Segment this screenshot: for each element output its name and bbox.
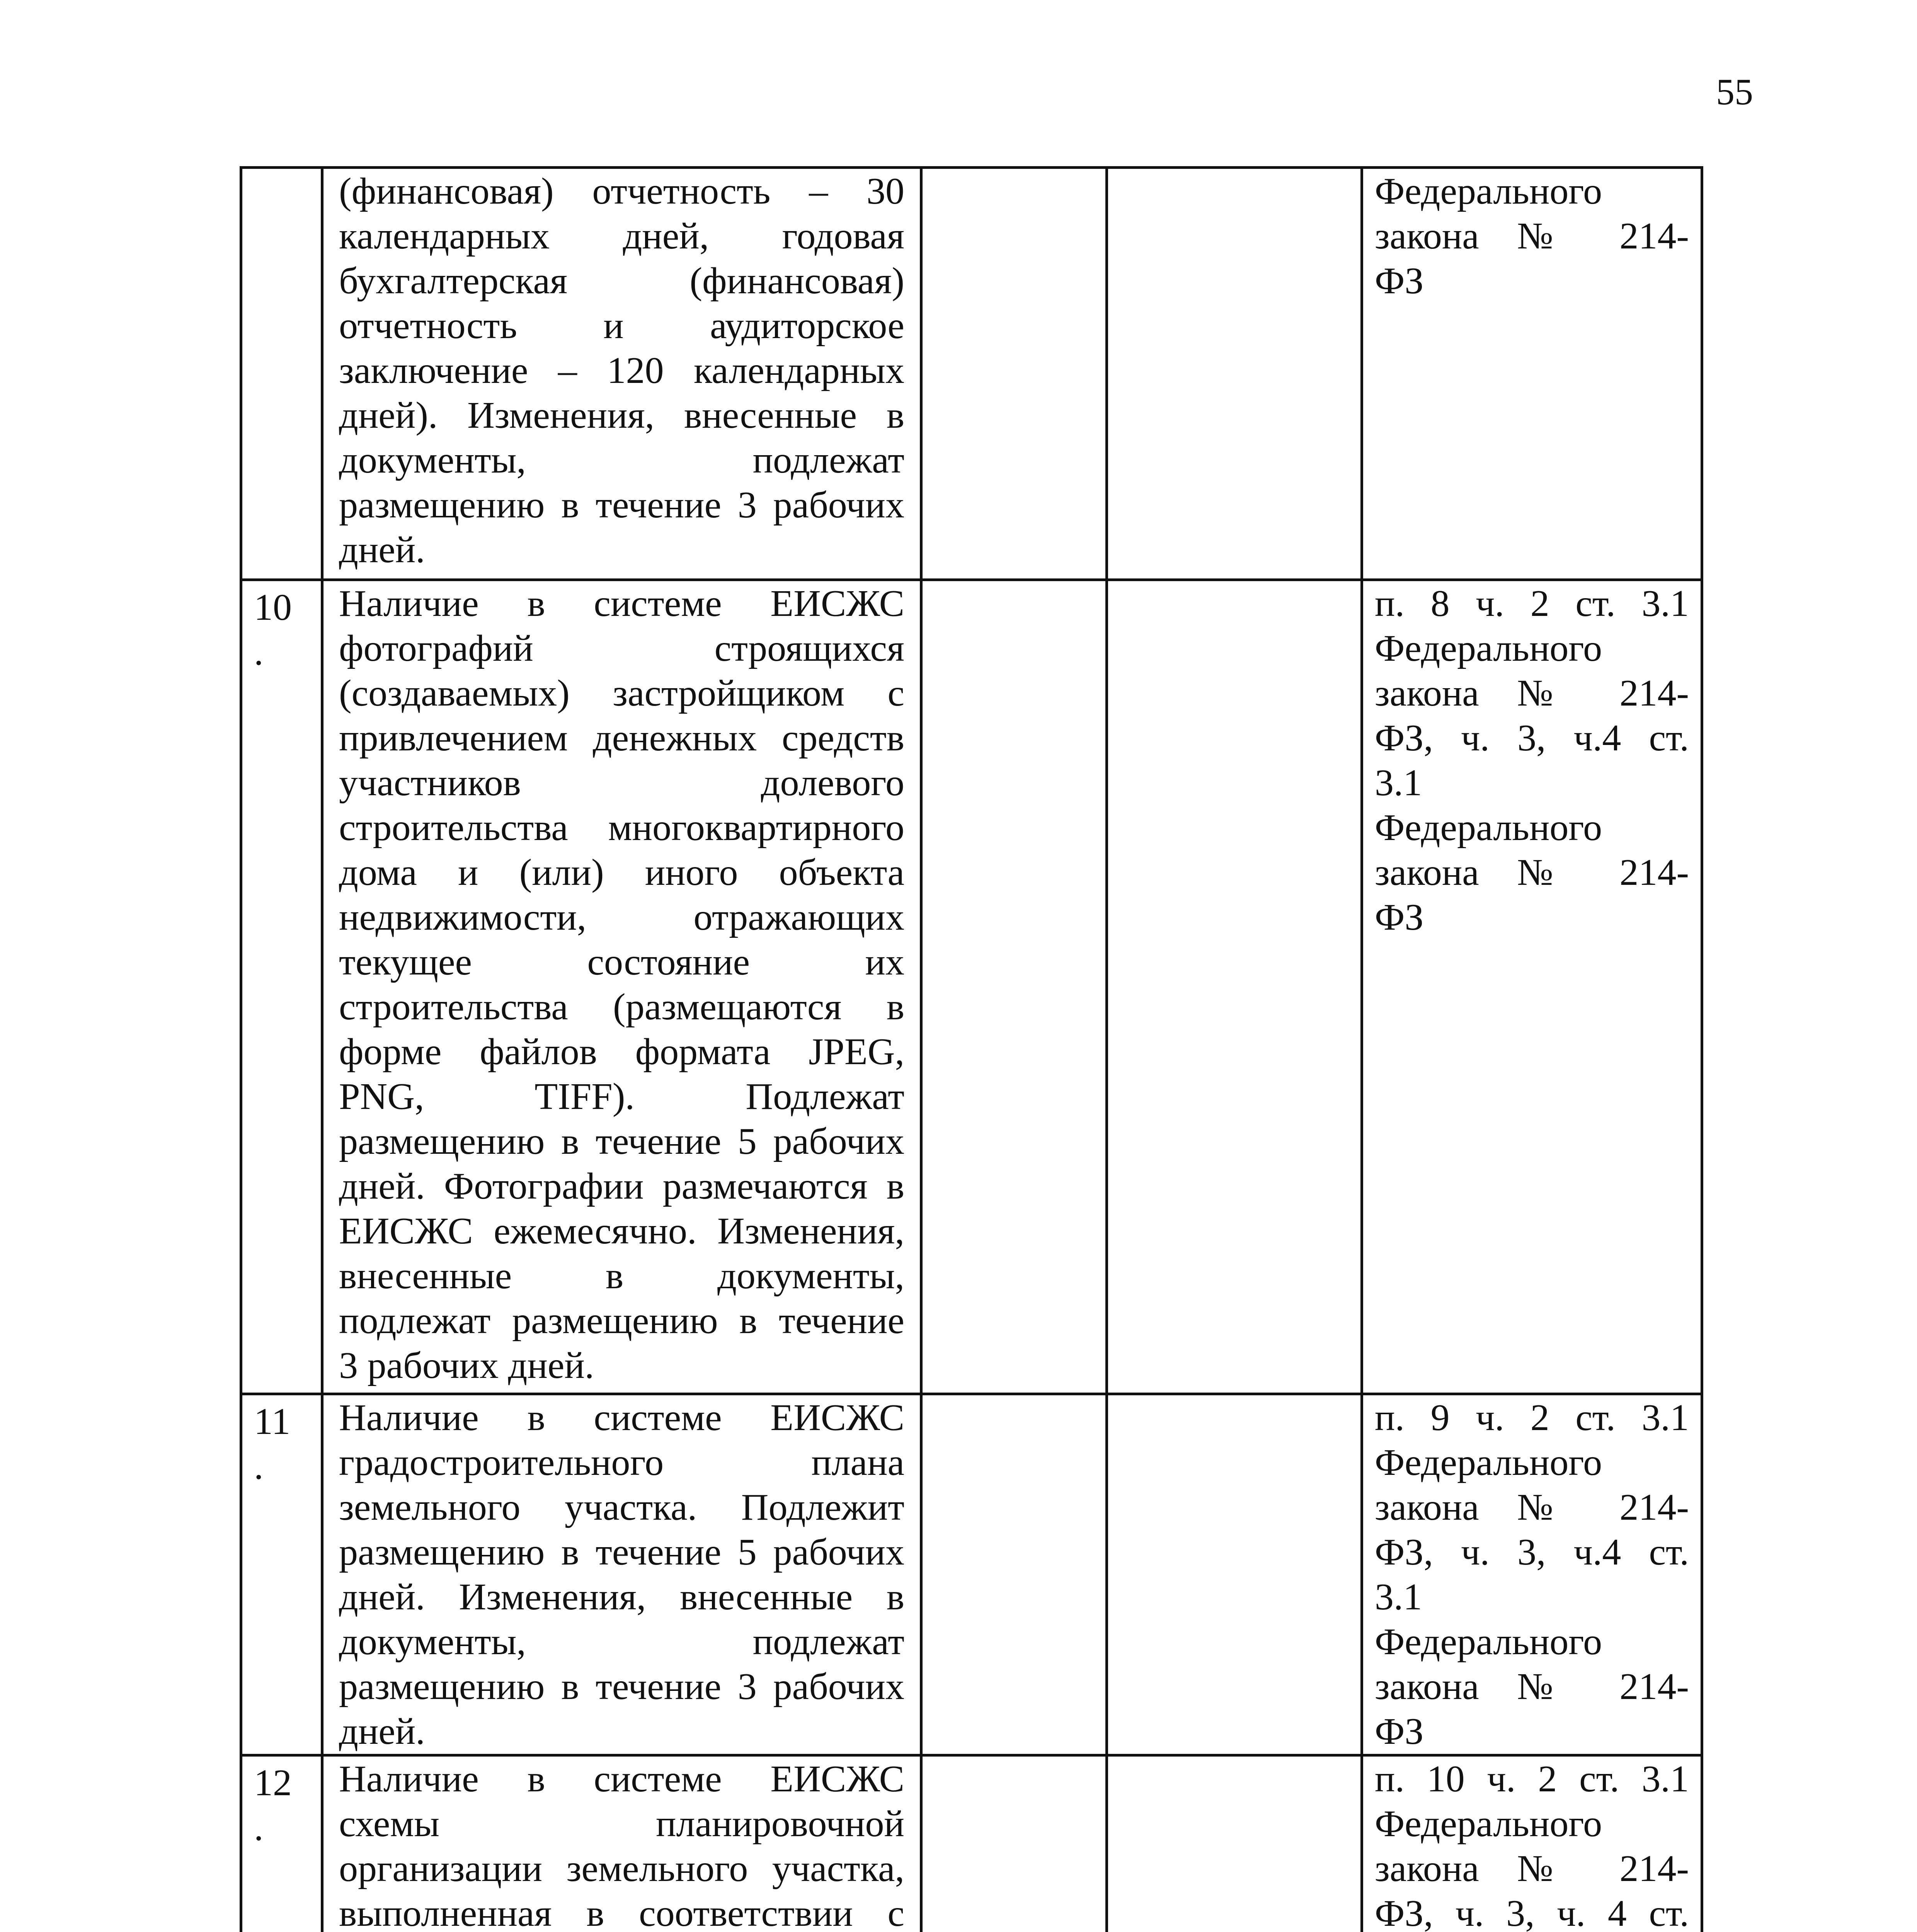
- legal-reference-line: Федерального: [1375, 807, 1602, 849]
- legal-reference-line: закона № 214-: [1375, 1666, 1689, 1708]
- table-row: [241, 168, 1702, 580]
- legal-reference-line: ФЗ, ч. 3, ч.4 ст.: [1375, 717, 1689, 759]
- legal-reference-line: Федерального: [1375, 170, 1602, 212]
- legal-reference-line: Федерального: [1375, 1803, 1602, 1845]
- legal-reference-line: п. 9 ч. 2 ст. 3.1: [1375, 1397, 1689, 1439]
- requirement-text-line: календарных дней, годовая: [339, 215, 904, 257]
- empty-cell-b: [1107, 580, 1362, 1394]
- page-number: 55: [1716, 71, 1753, 112]
- legal-reference-line: ФЗ: [1375, 1711, 1424, 1752]
- requirement-text-line: дней.: [339, 529, 425, 571]
- row-number: 10 .: [254, 587, 292, 673]
- legal-reference-line: Федерального: [1375, 628, 1602, 669]
- requirement-cell: [322, 168, 921, 580]
- legal-reference-line: ФЗ: [1375, 260, 1424, 302]
- requirement-cell: [322, 1394, 921, 1755]
- requirement-cell: [322, 1755, 921, 1932]
- row-number: 12 .: [254, 1762, 292, 1849]
- requirement-text-line: дней. Изменения, внесенные в: [339, 1576, 904, 1618]
- requirement-text-line: выполненная в соответствии с: [339, 1893, 904, 1932]
- legal-reference-line: п. 10 ч. 2 ст. 3.1: [1375, 1758, 1689, 1800]
- requirement-text-line: документы, подлежат: [339, 1621, 904, 1663]
- requirement-text-line: отчетность и аудиторское: [339, 305, 904, 347]
- requirement-text-line: дома и (или) иного объекта: [339, 852, 904, 893]
- legal-reference-line: ФЗ: [1375, 896, 1424, 938]
- legal-reference-line: ФЗ, ч. 3, ч.4 ст.: [1375, 1531, 1689, 1573]
- row-number-cell: [241, 1755, 322, 1932]
- empty-cell-a: [921, 1394, 1107, 1755]
- requirement-text-line: текущее состояние их: [339, 941, 904, 983]
- row-number: 11 .: [254, 1401, 291, 1487]
- legal-reference-line: Федерального: [1375, 1442, 1602, 1483]
- requirement-text-line: Наличие в системе ЕИСЖС: [339, 1397, 904, 1439]
- legal-reference-line: 3.1: [1375, 762, 1422, 804]
- legal-reference-cell: [1362, 168, 1702, 580]
- requirement-text-line: размещению в течение 3 рабочих: [339, 1666, 904, 1708]
- requirement-text-line: Наличие в системе ЕИСЖС: [339, 583, 904, 624]
- requirement-text-line: дней. Фотографии размечаются в: [339, 1165, 904, 1207]
- requirement-cell: [322, 580, 921, 1394]
- requirement-text-line: ЕИСЖС ежемесячно. Изменения,: [339, 1210, 904, 1252]
- legal-reference-cell: [1362, 580, 1702, 1394]
- requirement-text-line: размещению в течение 3 рабочих: [339, 484, 904, 526]
- requirement-text-line: подлежат размещению в течение: [339, 1300, 904, 1342]
- requirement-text-line: строительства (размещаются в: [339, 986, 904, 1028]
- requirement-text-line: дней). Изменения, внесенные в: [339, 395, 904, 436]
- requirement-text-line: земельного участка. Подлежит: [339, 1486, 904, 1528]
- legal-reference-line: ФЗ, ч. 3, ч. 4 ст.: [1375, 1893, 1689, 1932]
- requirement-text-line: организации земельного участка,: [339, 1848, 904, 1889]
- legal-reference-line: закона № 214-: [1375, 215, 1689, 257]
- empty-cell-b: [1107, 1755, 1362, 1932]
- requirement-text-line: (финансовая) отчетность – 30: [339, 170, 904, 212]
- table-row: [241, 1394, 1702, 1755]
- empty-cell-b: [1107, 168, 1362, 580]
- legal-reference-line: закона № 214-: [1375, 672, 1689, 714]
- legal-reference-line: закона № 214-: [1375, 852, 1689, 893]
- requirement-text-line: градостроительного плана: [339, 1442, 904, 1483]
- requirement-text-line: недвижимости, отражающих: [339, 896, 904, 938]
- requirement-text-line: строительства многоквартирного: [339, 807, 904, 849]
- empty-cell-a: [921, 1755, 1107, 1932]
- requirement-text-line: фотографий строящихся: [339, 628, 904, 669]
- row-number-cell: [241, 168, 322, 580]
- legal-reference-line: закона № 214-: [1375, 1486, 1689, 1528]
- row-number-cell: [241, 1394, 322, 1755]
- requirement-text-line: 3 рабочих дней.: [339, 1345, 594, 1386]
- requirement-text-line: размещению в течение 5 рабочих: [339, 1531, 904, 1573]
- legal-reference-line: п. 8 ч. 2 ст. 3.1: [1375, 583, 1689, 624]
- requirement-text-line: привлечением денежных средств: [339, 717, 904, 759]
- legal-reference-line: закона № 214-: [1375, 1848, 1689, 1889]
- requirements-table: [240, 166, 1703, 1932]
- empty-cell-b: [1107, 1394, 1362, 1755]
- table-row: [241, 580, 1702, 1394]
- requirement-text-line: документы, подлежат: [339, 439, 904, 481]
- requirement-text-line: схемы планировочной: [339, 1803, 904, 1845]
- empty-cell-a: [921, 580, 1107, 1394]
- table-row: [241, 1755, 1702, 1932]
- requirement-text-line: PNG, TIFF). Подлежат: [339, 1076, 904, 1117]
- requirement-text-line: дней.: [339, 1711, 425, 1752]
- legal-reference-line: Федерального: [1375, 1621, 1602, 1663]
- requirement-text-line: участников долевого: [339, 762, 904, 804]
- table-body: [241, 168, 1702, 1932]
- legal-reference-line: 3.1: [1375, 1576, 1422, 1618]
- row-number-cell: [241, 580, 322, 1394]
- legal-reference-cell: [1362, 1394, 1702, 1755]
- requirement-text-line: форме файлов формата JPEG,: [339, 1031, 904, 1073]
- legal-reference-cell: [1362, 1755, 1702, 1932]
- requirement-text-line: размещению в течение 5 рабочих: [339, 1121, 904, 1162]
- requirement-text-line: бухгалтерская (финансовая): [339, 260, 904, 302]
- requirement-text-line: (создаваемых) застройщиком с: [339, 672, 904, 714]
- requirement-text-line: внесенные в документы,: [339, 1255, 904, 1297]
- empty-cell-a: [921, 168, 1107, 580]
- requirement-text-line: Наличие в системе ЕИСЖС: [339, 1758, 904, 1800]
- requirement-text-line: заключение – 120 календарных: [339, 350, 904, 391]
